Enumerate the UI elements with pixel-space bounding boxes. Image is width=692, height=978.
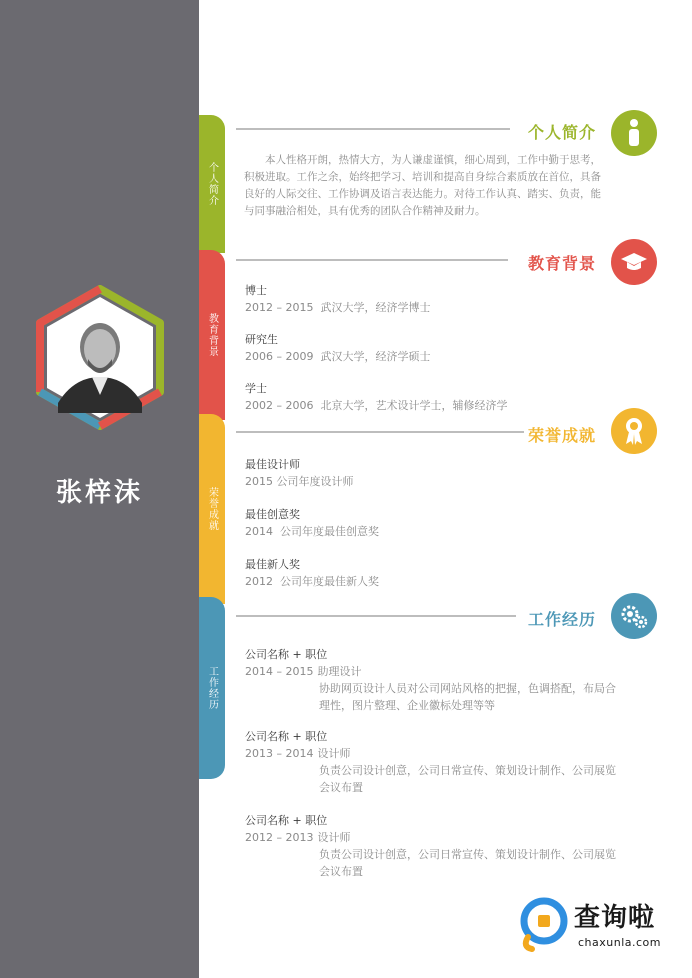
section-divider: [236, 431, 524, 433]
tab-intro[interactable]: 个人简介: [199, 115, 225, 253]
section-title-honors: 荣誉成就: [528, 426, 597, 445]
section-divider: [236, 615, 516, 617]
list-item: 公司名称 + 职位 2013 – 2014 设计师 负责公司设计创意，公司日常宣传、策划设计制作、公司展览会议布置: [245, 730, 616, 794]
tab-education[interactable]: 教育背景: [199, 250, 225, 420]
list-item: 学士 2002 – 2006 北京大学，艺术设计学士，辅修经济学: [245, 382, 508, 412]
intro-text: 本人性格开朗，热情大方，为人谦虚谨慎，细心周到，工作中勤于思考，积极进取。工作之余，始终把学习、培训和提高自身综合素质放在首位，具备良好的人际交往、工作协调及语言表达能力。对待工作认真、踏实、负责，能与同事融洽相处，具有优秀的团队合作精神及耐力。: [244, 154, 601, 217]
section-title-intro: 个人简介: [528, 123, 597, 142]
section-title-work: 工作经历: [528, 610, 597, 629]
list-item: 公司名称 + 职位 2014 – 2015 助理设计 协助网页设计人员对公司网站风格的把握，色调搭配，布局合理性，图片整理、企业徽标处理等等: [245, 648, 616, 712]
person-name: 张梓沫: [55, 478, 143, 508]
watermark-url: chaxunla.com: [578, 936, 661, 949]
list-item: 博士 2012 – 2015 武汉大学，经济学博士: [245, 284, 431, 314]
section-divider: [236, 259, 508, 261]
tab-work[interactable]: 工作经历: [199, 597, 225, 779]
tab-honors[interactable]: 荣誉成就: [199, 414, 225, 604]
section-title-education: 教育背景: [528, 254, 597, 273]
watermark-text: 查询啦: [574, 903, 656, 933]
list-item: 最佳创意奖 2014 公司年度最佳创意奖: [245, 508, 379, 538]
person-icon: [611, 110, 657, 156]
graduation-cap-icon: [611, 239, 657, 285]
avatar: [34, 285, 166, 430]
list-item: 最佳设计师 2015 公司年度设计师: [245, 458, 354, 488]
list-item: 公司名称 + 职位 2012 – 2013 设计师 负责公司设计创意，公司日常宣传、策划设计制作、公司展览会议布置: [245, 814, 616, 878]
award-ribbon-icon: [611, 408, 657, 454]
list-item: 研究生 2006 – 2009 武汉大学，经济学硕士: [245, 333, 431, 363]
list-item: 最佳新人奖 2012 公司年度最佳新人奖: [245, 558, 379, 588]
section-divider: [236, 128, 510, 130]
gears-icon: [611, 593, 657, 639]
